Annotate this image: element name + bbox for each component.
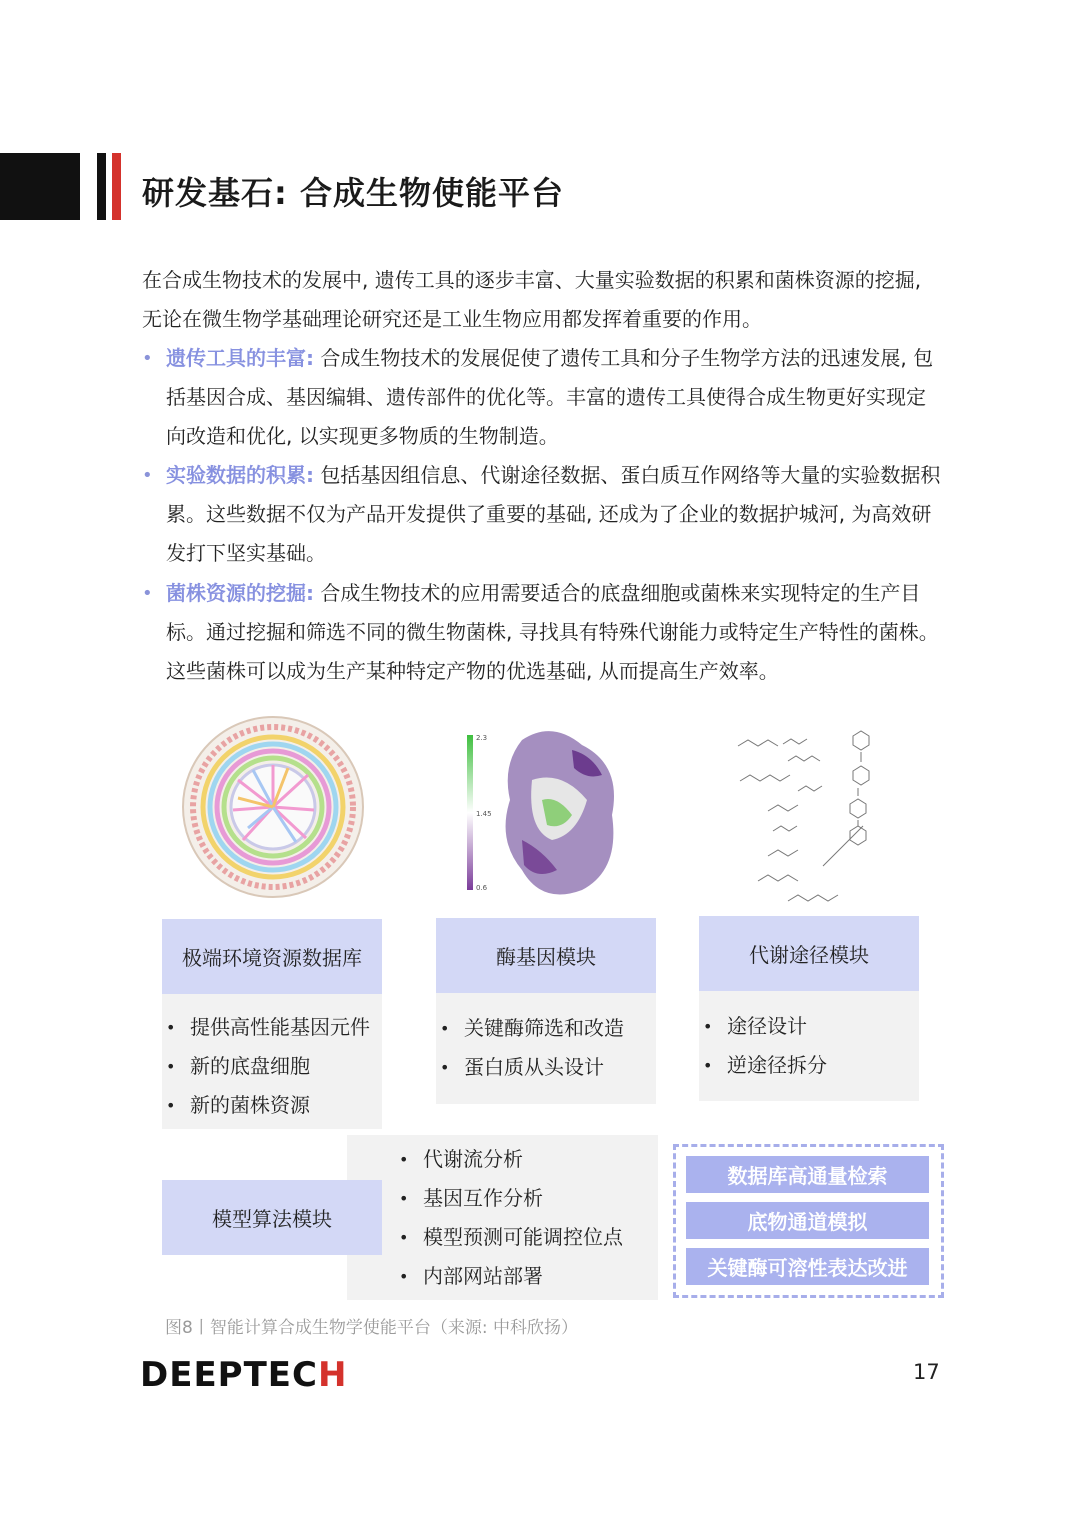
module-extreme-env-db-body [162,994,382,1129]
bullet-dot: • [142,465,153,486]
list-item: • 模型预测可能调控位点 [395,1218,658,1257]
list-item: • 途径设计 [699,1007,919,1046]
bullet-label: 菌株资源的挖掘: [166,581,314,605]
list-item: • 新的菌株资源 [162,1086,382,1125]
protein-surface-image [462,720,632,905]
logo-text: DEEPTEC [140,1355,318,1395]
module-metabolic-pathway-header: 代谢途径模块 [699,916,919,991]
page-number: 17 [913,1360,940,1384]
list-item: • 新的底盘细胞 [162,1047,382,1086]
scale-top-label: 2.3 [476,734,488,742]
bullet-dot: • [142,583,153,604]
list-item: • 逆途径拆分 [699,1046,919,1085]
module-enzyme-gene-header: 酶基因模块 [436,918,656,993]
tag-substrate-channel: 底物通道模拟 [686,1202,929,1239]
bullet-label: 实验数据的积累: [166,463,314,487]
chemical-structures-image [728,716,893,911]
bullet-text: 合成生物技术的应用需要适合的底盘细胞或菌株来实现特定的生产目标。通过挖掘和筛选不同的微生物菌株, 寻找具有特殊代谢能力或特定生产特性的菌株。这些菌株可以成为生产某种特定产物的优选基础, 从而提高生产效率。 [166,581,939,683]
page-title: 研发基石: 合成生物使能平台 [142,174,564,212]
tag-key-enzyme-soluble: 关键酶可溶性表达改进 [686,1248,929,1285]
header-black-bar [97,153,106,220]
module-enzyme-gene-body [436,993,656,1104]
intro-paragraph: 在合成生物技术的发展中, 遗传工具的逐步丰富、大量实验数据的积累和菌株资源的挖掘, 无论在微生物学基础理论研究还是工业生物应用都发挥着重要的作用。 [142,268,922,331]
module-metabolic-pathway-body [699,991,919,1101]
header-black-block [0,153,80,220]
bullet-label: 遗传工具的丰富: [166,346,314,370]
bullet-experimental-data [142,456,942,573]
list-item: • 基因互作分析 [395,1179,658,1218]
bullet-strain-resources [142,574,942,691]
header-red-bar [112,153,121,220]
bullet-genetic-tools [142,339,942,456]
circos-plot-image [178,710,368,905]
list-item: • 提供高性能基因元件 [162,1008,382,1047]
module-model-algorithm-header: 模型算法模块 [162,1180,382,1255]
list-item: • 内部网站部署 [395,1257,658,1296]
figure-caption: 图8丨智能计算合成生物学使能平台（来源: 中科欣扬） [165,1318,578,1338]
scale-bottom-label: 0.6 [476,884,488,892]
list-item: • 蛋白质从头设计 [436,1048,656,1087]
list-item: • 关键酶筛选和改造 [436,1009,656,1048]
scale-mid-label: 1.45 [476,810,492,818]
tag-db-high-throughput: 数据库高通量检索 [686,1156,929,1193]
bullet-text: 包括基因组信息、代谢途径数据、蛋白质互作网络等大量的实验数据积累。这些数据不仅为产品开发提供了重要的基础, 还成为了企业的数据护城河, 为高效研发打下坚实基础。 [166,463,941,565]
list-item: • 代谢流分析 [395,1140,658,1179]
module-model-algorithm-body [347,1135,658,1300]
deeptech-logo [140,1355,347,1395]
bullet-text: 合成生物技术的发展促使了遗传工具和分子生物学方法的迅速发展, 包括基因合成、基因编辑、遗传部件的优化等。丰富的遗传工具使得合成生物更好实现定向改造和优化, 以实现更多物质的生物制造。 [166,346,934,448]
module-extreme-env-db-header: 极端环境资源数据库 [162,919,382,994]
bullet-dot: • [142,348,153,369]
logo-text-accent: H [317,1355,348,1395]
